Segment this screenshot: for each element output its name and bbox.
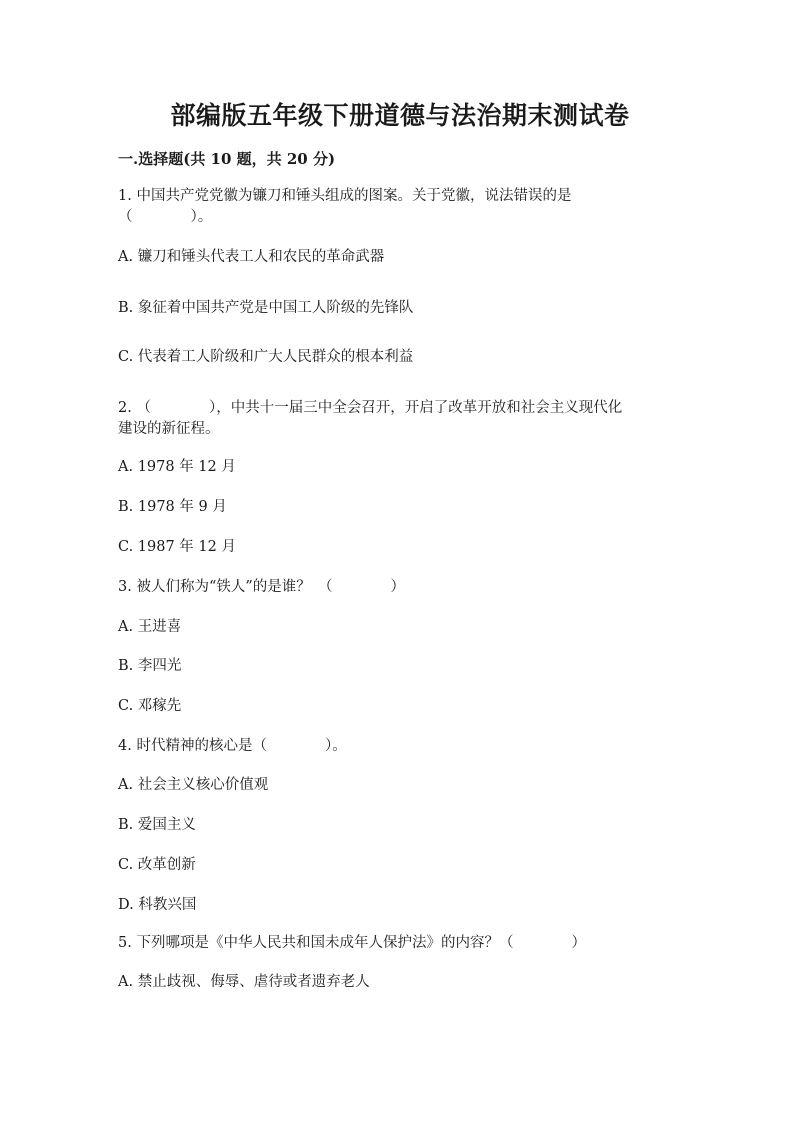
- question-3-option-a: A. 王进喜: [118, 619, 182, 635]
- question-1-option-c: C. 代表着工人阶级和广大人民群众的根本利益: [118, 349, 414, 365]
- question-2-option-a: A. 1978 年 12 月: [118, 459, 236, 475]
- question-3-option-b: B. 李四光: [118, 658, 182, 674]
- question-2-stem: [118, 398, 688, 440]
- question-2-stem-line-2: 建设的新征程。: [118, 421, 220, 437]
- question-2-stem-line-1: 2. （ ），中共十一届三中全会召开，开启了改革开放和社会主义现代化: [118, 400, 623, 416]
- question-4-option-d: D. 科教兴国: [118, 897, 197, 913]
- question-5-option-a: A. 禁止歧视、侮辱、虐待或者遗弃老人: [118, 974, 370, 990]
- question-1-stem-line-2: （ ）。: [118, 209, 213, 225]
- question-1-stem-line-1: 1. 中国共产党党徽为镰刀和锤头组成的图案。关于党徽，说法错误的是: [118, 188, 572, 204]
- question-4-option-a: A. 社会主义核心价值观: [118, 777, 269, 793]
- question-4-stem: 4. 时代精神的核心是（ ）。: [118, 738, 347, 754]
- page-title: 部编版五年级下册道德与法治期末测试卷: [170, 101, 630, 130]
- question-1-stem: [118, 186, 688, 228]
- question-4-option-b: B. 爱国主义: [118, 817, 196, 833]
- question-2-option-b: B. 1978 年 9 月: [118, 499, 227, 515]
- question-1-option-b: B. 象征着中国共产党是中国工人阶级的先锋队: [118, 300, 414, 316]
- question-5-stem: 5. 下列哪项是《中华人民共和国未成年人保护法》的内容？（ ）: [118, 935, 586, 951]
- section-heading: 一.选择题(共 10 题，共 20 分): [118, 150, 336, 168]
- question-4-option-c: C. 改革创新: [118, 857, 196, 873]
- question-1-option-a: A. 镰刀和锤头代表工人和农民的革命武器: [118, 249, 385, 265]
- question-3-stem: 3. 被人们称为“铁人”的是谁？ （ ）: [118, 579, 406, 595]
- question-3-option-c: C. 邓稼先: [118, 698, 182, 714]
- question-2-option-c: C. 1987 年 12 月: [118, 539, 236, 555]
